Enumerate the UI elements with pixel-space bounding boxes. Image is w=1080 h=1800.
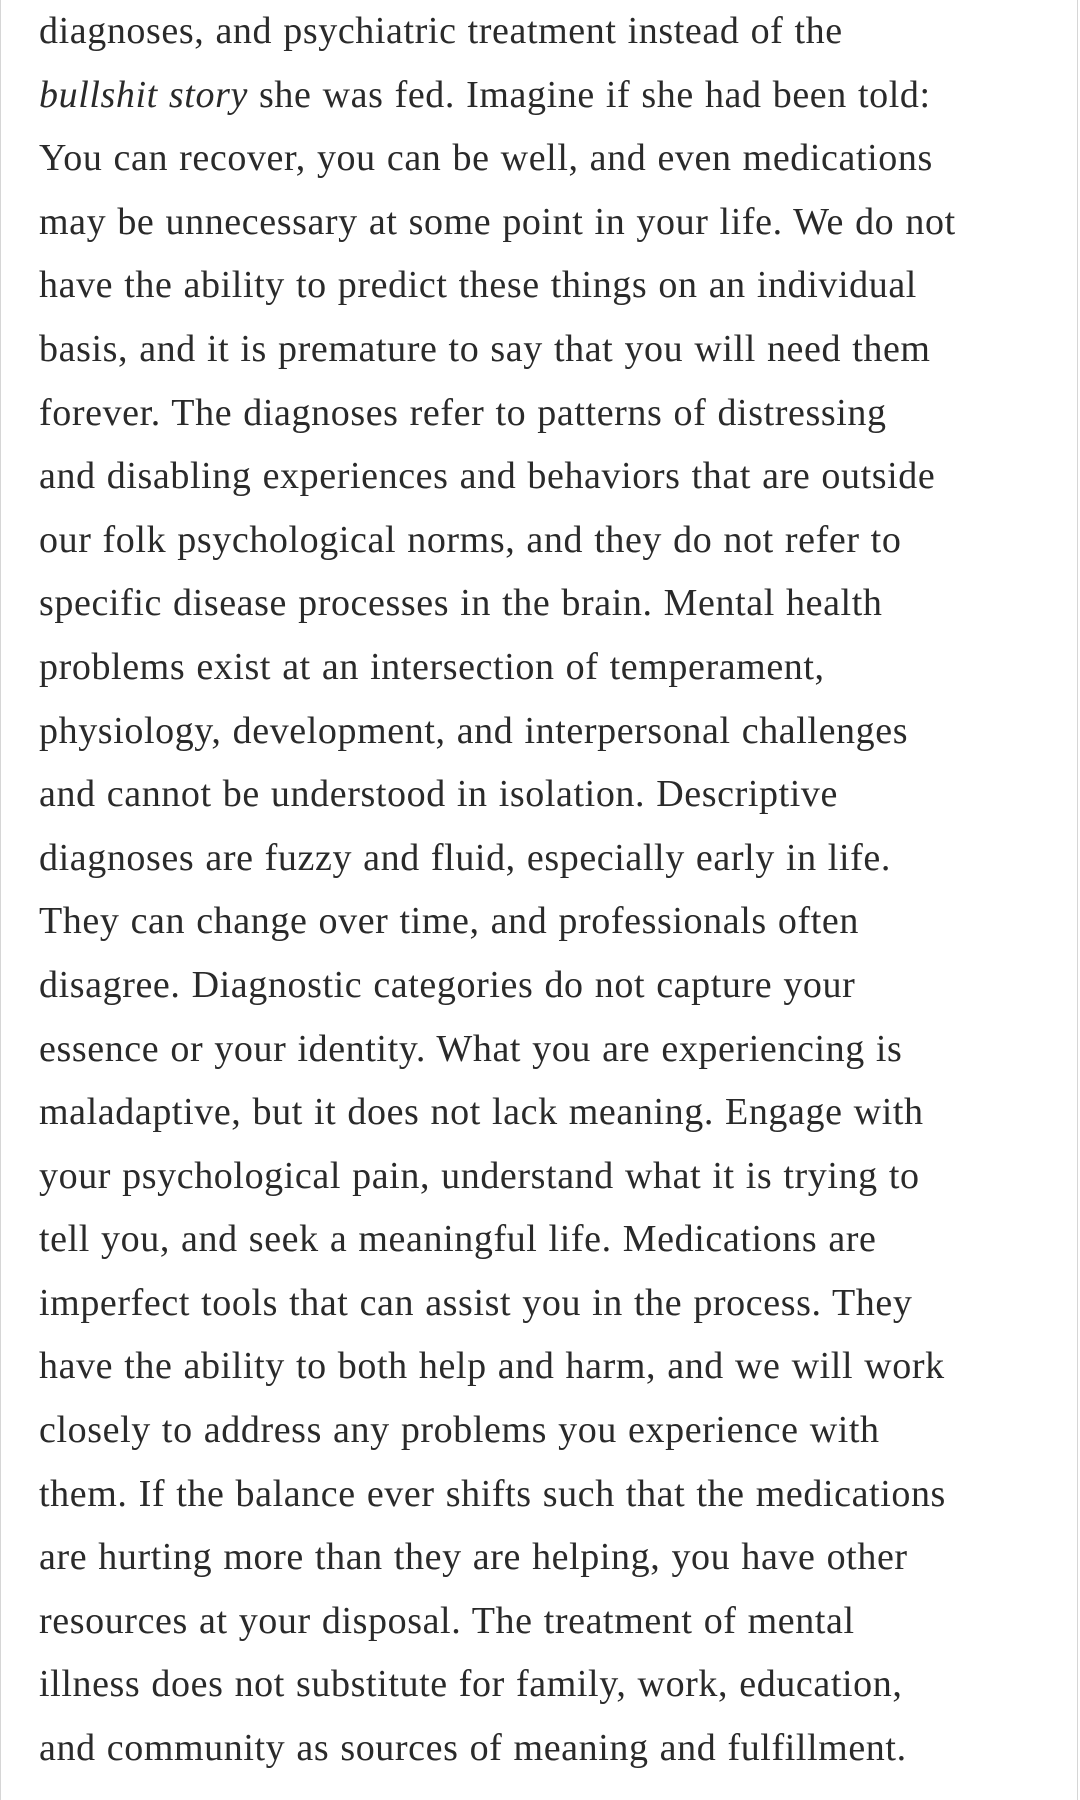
text-segment: are hurting more than they are helping, you have other [39, 1536, 908, 1579]
text-segment: diagnoses, and psychiatric treatment instead of the [39, 10, 843, 52]
text-line [39, 1463, 1049, 1527]
text-segment: may be unnecessary at some point in your life. We do not [39, 200, 956, 243]
text-segment: diagnoses are fuzzy and fluid, especially early in life. [39, 836, 891, 879]
text-segment: physiology, development, and interpersonal challenges [39, 709, 909, 752]
text-line [39, 254, 1049, 318]
text-segment: your psychological pain, understand what it is trying to [39, 1154, 920, 1197]
text-segment: disagree. Diagnostic categories do not capture your [39, 963, 856, 1006]
text-line [39, 572, 1049, 636]
text-line [39, 1526, 1049, 1590]
text-line [39, 1145, 1049, 1209]
text-segment: and cannot be understood in isolation. Descriptive [39, 773, 838, 816]
text-segment: she was fed. Imagine if she had been told: [247, 73, 931, 116]
text-segment: and community as sources of meaning and fulfillment. [39, 1727, 907, 1770]
text-line [39, 1399, 1049, 1463]
text-segment: our folk psychological norms, and they do not refer to [39, 518, 902, 561]
text-line [39, 382, 1049, 446]
text-line [39, 954, 1049, 1018]
text-line [39, 1590, 1049, 1654]
text-line [39, 445, 1049, 509]
text-line [39, 890, 1049, 954]
text-line [39, 64, 1049, 128]
text-line [39, 127, 1049, 191]
article-body-text [39, 0, 1049, 1781]
text-segment: have the ability to both help and harm, and we will work [39, 1345, 945, 1388]
text-segment: essence or your identity. What you are experiencing is [39, 1027, 903, 1070]
text-segment: specific disease processes in the brain. Mental health [39, 582, 883, 625]
text-line [39, 1081, 1049, 1145]
text-segment: basis, and it is premature to say that you will need them [39, 327, 931, 370]
text-segment: illness does not substitute for family, work, education, [39, 1663, 903, 1706]
text-segment: You can recover, you can be well, and even medications [39, 137, 933, 180]
text-segment: resources at your disposal. The treatment of mental [39, 1599, 855, 1642]
text-line [39, 700, 1049, 764]
text-line [39, 1653, 1049, 1717]
text-segment: imperfect tools that can assist you in the process. They [39, 1281, 913, 1324]
text-segment: problems exist at an intersection of temperament, [39, 645, 825, 688]
text-line [39, 0, 1049, 64]
text-line [39, 1272, 1049, 1336]
text-line [39, 191, 1049, 255]
text-line [39, 763, 1049, 827]
text-line [39, 1018, 1049, 1082]
text-segment: and disabling experiences and behaviors that are outside [39, 455, 936, 498]
text-segment: them. If the balance ever shifts such that the medications [39, 1472, 946, 1515]
text-line [39, 318, 1049, 382]
text-line [39, 1717, 1049, 1781]
text-segment: maladaptive, but it does not lack meaning. Engage with [39, 1091, 924, 1134]
text-segment: forever. The diagnoses refer to patterns of distressing [39, 391, 887, 434]
text-line [39, 827, 1049, 891]
text-line [39, 636, 1049, 700]
text-segment: have the ability to predict these things on an individual [39, 264, 917, 307]
text-segment: They can change over time, and professionals often [39, 900, 859, 943]
text-segment: closely to address any problems you experience with [39, 1409, 880, 1452]
emphasized-text: bullshit story [39, 73, 248, 116]
text-line [39, 509, 1049, 573]
text-segment: tell you, and seek a meaningful life. Medications are [39, 1218, 877, 1261]
text-line [39, 1208, 1049, 1272]
text-line [39, 1335, 1049, 1399]
